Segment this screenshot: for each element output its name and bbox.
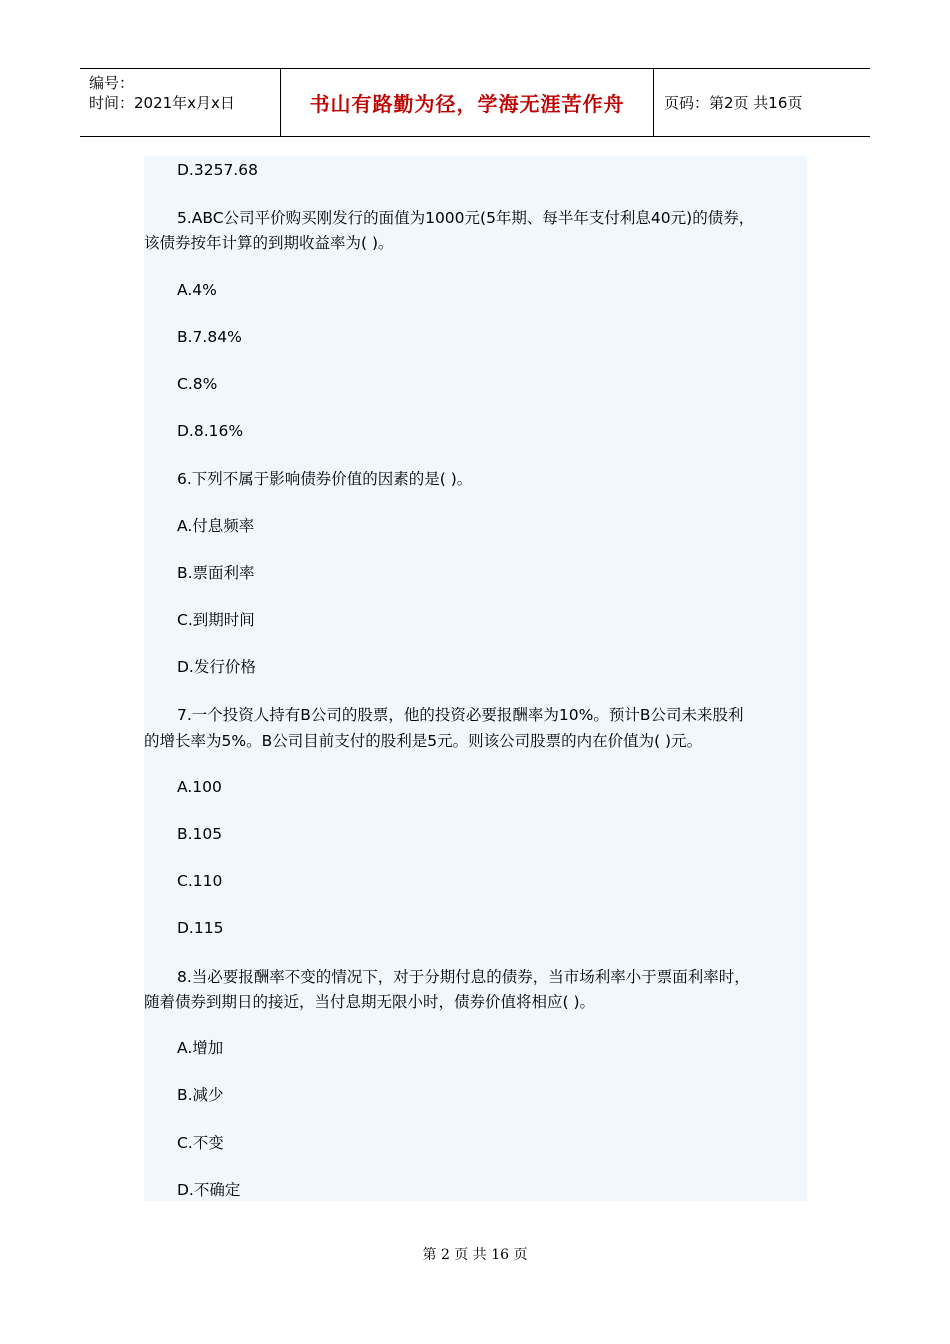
question-6-option-b: B.票面利率 — [177, 564, 255, 582]
page-footer: 第 2 页 共 16 页 — [422, 1247, 528, 1263]
question-7-option-a: A.100 — [177, 778, 222, 796]
header-page-code: 页码：第2页 共16页 — [664, 94, 803, 112]
question-7-option-c: C.110 — [177, 872, 223, 890]
question-8-option-b: B.减少 — [177, 1086, 224, 1104]
question-7-text-line1: 7.一个投资人持有B公司的股票，他的投资必要报酬率为10%。预计B公司未来股利 — [177, 706, 744, 724]
question-8-text-line2: 随着债券到期日的接近，当付息期无限小时，债券价值将相应( )。 — [144, 993, 596, 1011]
question-5-option-a: A.4% — [177, 281, 217, 299]
document-date: 时间：2021年x月x日 — [89, 94, 235, 112]
question-7-option-b: B.105 — [177, 825, 223, 843]
question-8-option-c: C.不变 — [177, 1134, 224, 1152]
page-header — [80, 68, 870, 137]
question-7-option-d: D.115 — [177, 919, 224, 937]
question-7-text-line2: 的增长率为5%。B公司目前支付的股利是5元。则该公司股票的内在价值为( )元。 — [144, 732, 703, 750]
question-5-option-c: C.8% — [177, 375, 218, 393]
question-5-option-d: D.8.16% — [177, 422, 244, 440]
question-8-option-d: D.不确定 — [177, 1181, 241, 1199]
question-6-option-a: A.付息频率 — [177, 517, 255, 535]
header-motto: 书山有路勤为径，学海无涯苦作舟 — [309, 92, 625, 116]
header-motto-cell — [281, 69, 654, 136]
question-5-text-line1: 5.ABC公司平价购买刚发行的面值为1000元(5年期、每半年支付利息40元)的债券， — [177, 209, 755, 227]
question-8-option-a: A.增加 — [177, 1039, 224, 1057]
question-8-text-line1: 8.当必要报酬率不变的情况下，对于分期付息的债券，当市场利率小于票面利率时， — [177, 968, 750, 986]
prev-question-option-d: D.3257.68 — [177, 161, 258, 179]
document-number-label: 编号： — [89, 74, 135, 92]
question-6-option-d: D.发行价格 — [177, 658, 256, 676]
question-6-text: 6.下列不属于影响债券价值的因素的是( )。 — [177, 470, 473, 488]
question-5-option-b: B.7.84% — [177, 328, 242, 346]
question-6-option-c: C.到期时间 — [177, 611, 255, 629]
header-meta — [80, 69, 281, 136]
question-content — [144, 156, 807, 1201]
question-5-text-line2: 该债券按年计算的到期收益率为( )。 — [144, 234, 394, 252]
